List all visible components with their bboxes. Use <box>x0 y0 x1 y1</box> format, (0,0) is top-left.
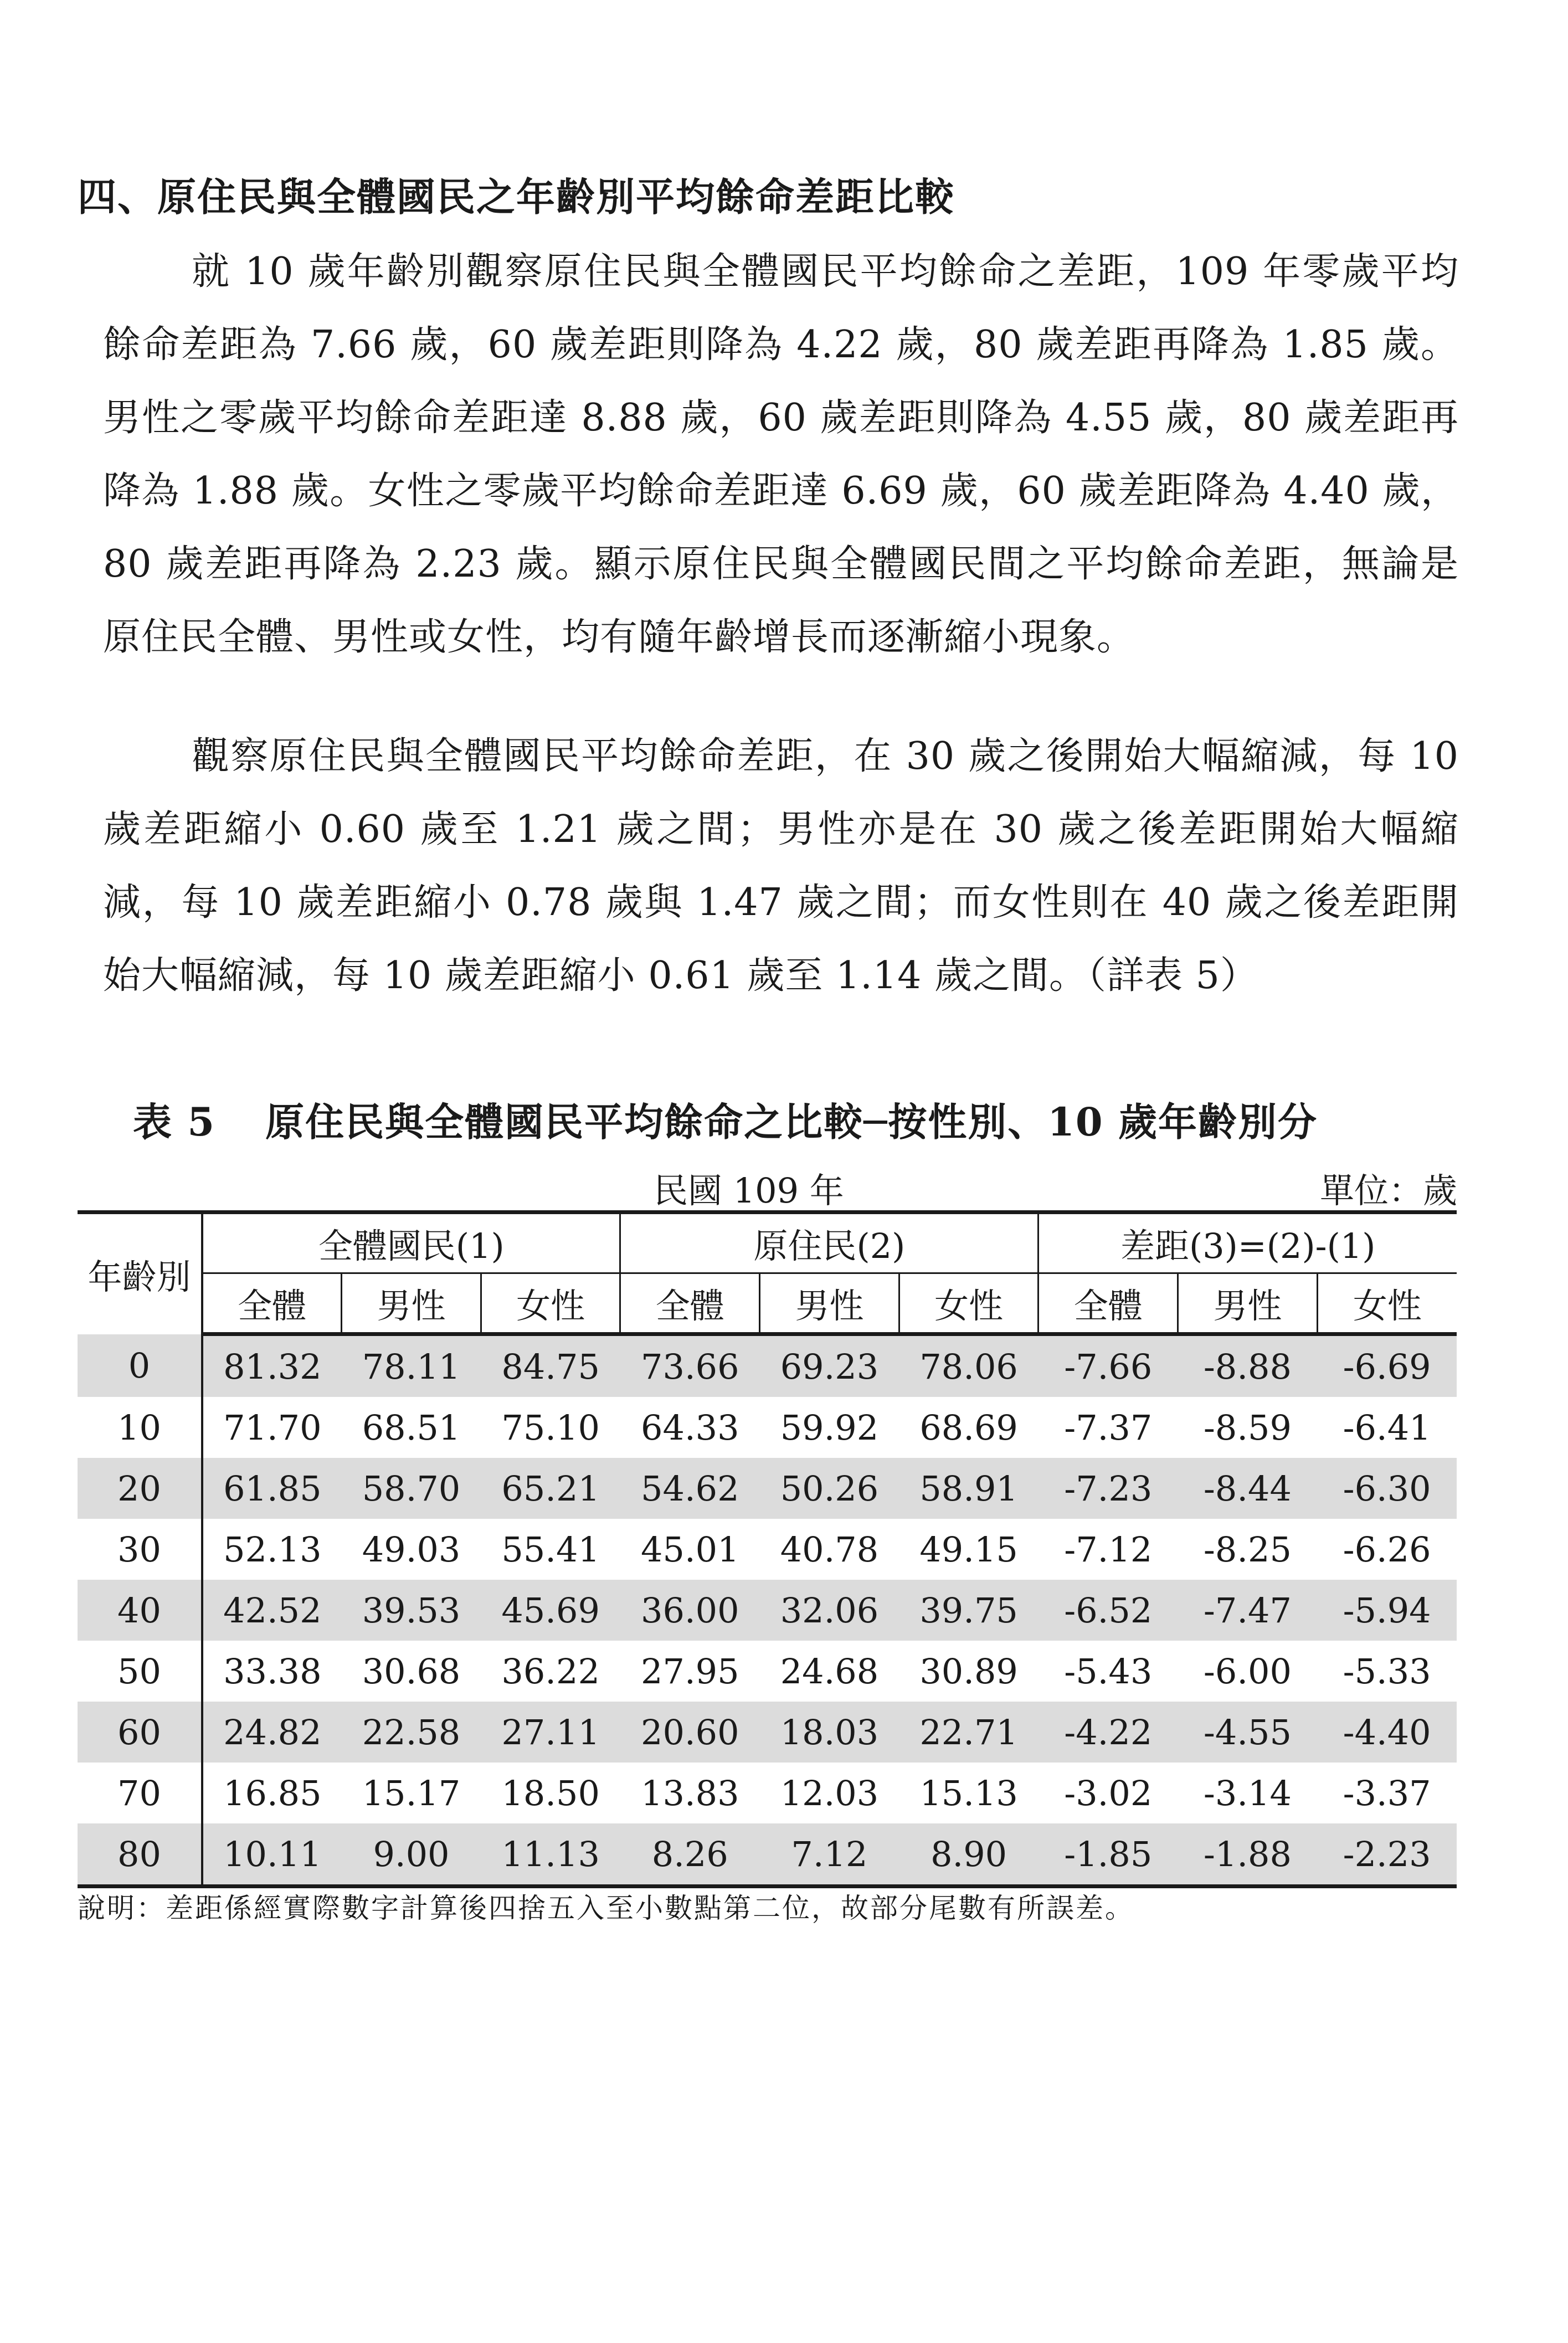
subheader-female: 女性 <box>481 1273 620 1334</box>
table-row <box>78 1458 1457 1519</box>
subheader-female: 女性 <box>899 1273 1039 1334</box>
value-cell: 45.69 <box>481 1580 620 1641</box>
age-cell: 50 <box>78 1641 202 1702</box>
age-cell: 70 <box>78 1763 202 1823</box>
age-cell: 10 <box>78 1397 202 1458</box>
value-cell: 39.53 <box>342 1580 481 1641</box>
subheader-male: 男性 <box>1178 1273 1318 1334</box>
value-cell: -7.47 <box>1178 1580 1318 1641</box>
value-cell: -8.59 <box>1203 1407 1292 1448</box>
value-cell: -6.41 <box>1343 1407 1431 1448</box>
value-cell: -3.37 <box>1343 1772 1431 1813</box>
value-cell: 52.13 <box>223 1529 322 1570</box>
value-cell: 18.50 <box>501 1772 600 1813</box>
subheader-total: 全體 <box>620 1273 760 1334</box>
value-cell: -6.52 <box>1039 1580 1178 1641</box>
value-cell: 24.82 <box>202 1702 342 1763</box>
value-cell: 50.26 <box>760 1458 899 1519</box>
table-row <box>78 1641 1457 1702</box>
subheader-total: 全體 <box>202 1273 342 1334</box>
value-cell: 9.00 <box>342 1823 481 1887</box>
value-cell: -4.22 <box>1039 1702 1178 1763</box>
section-heading: 四、原住民與全體國民之年齡別平均餘命差距比較 <box>78 174 955 220</box>
table-group-header-row <box>78 1212 1457 1273</box>
value-cell: -5.94 <box>1317 1580 1457 1641</box>
table-row <box>78 1397 1457 1458</box>
age-column-header: 年齡別 <box>78 1212 202 1334</box>
value-cell: 54.62 <box>620 1458 760 1519</box>
group-header-national: 全體國民(1) <box>202 1212 620 1273</box>
value-cell: 69.23 <box>760 1334 899 1397</box>
value-cell: 18.03 <box>760 1702 899 1763</box>
value-cell: -8.44 <box>1178 1458 1318 1519</box>
value-cell: 15.13 <box>919 1772 1018 1813</box>
value-cell: -7.37 <box>1064 1407 1153 1448</box>
value-cell: 10.11 <box>202 1823 342 1887</box>
value-cell: 81.32 <box>202 1334 342 1397</box>
subheader-female: 女性 <box>1317 1273 1457 1334</box>
value-cell: 68.69 <box>919 1407 1018 1448</box>
value-cell: 68.51 <box>362 1407 461 1448</box>
value-cell: -1.88 <box>1178 1823 1318 1887</box>
subheader-male: 男性 <box>342 1273 481 1334</box>
value-cell: 8.26 <box>620 1823 760 1887</box>
age-cell: 20 <box>78 1458 202 1519</box>
value-cell: -6.26 <box>1343 1529 1431 1570</box>
paragraph-2: 觀察原住民與全體國民平均餘命差距，在 30 歲之後開始大幅縮減，每 10 歲差距縮小 0.60 歲至 1.21 歲之間；男性亦是在 30 歲之後差距開始大幅縮減，每 10 歲差距縮小 0.78 歲與 1.47 歲之間；而女性則在 40 歲之後差距開始大幅縮減，每 10 歲差距縮小 0.61 歲至 1.14 歲之間。（詳表 5） <box>103 734 1459 998</box>
value-cell: 73.66 <box>620 1334 760 1397</box>
paragraph-1: 就 10 歲年齡別觀察原住民與全體國民平均餘命之差距，109 年零歲平均餘命差距為 7.66 歲，60 歲差距則降為 4.22 歲，80 歲差距再降為 1.85 歲。男性之零歲平均餘命差距達 8.88 歲，60 歲差距則降為 4.55 歲，80 歲差距再降為 1.88 歲。女性之零歲平均餘命差距達 6.69 歲，60 歲差距降為 4.40 歲，80 歲差距再降為 2.23 歲。顯示原住民與全體國民間之平均餘命差距，無論是原住民全體、男性或女性，均有隨年齡增長而逐漸縮小現象。 <box>103 250 1459 659</box>
table-number: 表 5 <box>133 1099 216 1145</box>
table-unit: 單位：歲 <box>1319 1170 1457 1211</box>
table-year: 民國 109 年 <box>654 1170 844 1211</box>
value-cell: 27.95 <box>641 1651 739 1692</box>
value-cell: 22.58 <box>342 1702 481 1763</box>
table-row <box>78 1519 1457 1580</box>
table-body <box>78 1334 1457 1887</box>
value-cell: 7.12 <box>760 1823 899 1887</box>
value-cell: 59.92 <box>780 1407 879 1448</box>
value-cell: -4.40 <box>1317 1702 1457 1763</box>
value-cell: -1.85 <box>1039 1823 1178 1887</box>
age-cell: 40 <box>78 1580 202 1641</box>
value-cell: -8.25 <box>1203 1529 1292 1570</box>
group-header-indigenous: 原住民(2) <box>620 1212 1039 1273</box>
value-cell: 12.03 <box>780 1772 879 1813</box>
value-cell: -8.88 <box>1178 1334 1318 1397</box>
value-cell: -6.30 <box>1317 1458 1457 1519</box>
value-cell: 13.83 <box>641 1772 739 1813</box>
value-cell: 15.17 <box>362 1772 461 1813</box>
value-cell: 24.68 <box>780 1651 879 1692</box>
value-cell: 45.01 <box>641 1529 739 1570</box>
table-row <box>78 1334 1457 1397</box>
value-cell: 49.15 <box>919 1529 1018 1570</box>
table-row <box>78 1702 1457 1763</box>
value-cell: 16.85 <box>223 1772 322 1813</box>
value-cell: -5.43 <box>1064 1651 1153 1692</box>
age-cell: 60 <box>78 1702 202 1763</box>
value-cell: -7.23 <box>1039 1458 1178 1519</box>
value-cell: 58.91 <box>899 1458 1039 1519</box>
value-cell: 64.33 <box>641 1407 739 1448</box>
value-cell: 71.70 <box>223 1407 322 1448</box>
group-header-difference: 差距(3)=(2)-(1) <box>1039 1212 1457 1273</box>
value-cell: -3.14 <box>1203 1772 1292 1813</box>
age-cell: 30 <box>78 1519 202 1580</box>
value-cell: 49.03 <box>362 1529 461 1570</box>
value-cell: -5.33 <box>1343 1651 1431 1692</box>
value-cell: -6.69 <box>1317 1334 1457 1397</box>
value-cell: 30.68 <box>362 1651 461 1692</box>
value-cell: -7.12 <box>1064 1529 1153 1570</box>
table-row <box>78 1823 1457 1887</box>
value-cell: 75.10 <box>501 1407 600 1448</box>
value-cell: -6.00 <box>1203 1651 1292 1692</box>
value-cell: 78.11 <box>342 1334 481 1397</box>
table-subheader-row <box>78 1273 1457 1334</box>
value-cell: 84.75 <box>481 1334 620 1397</box>
value-cell: 36.00 <box>620 1580 760 1641</box>
age-cell: 0 <box>78 1334 202 1397</box>
value-cell: 55.41 <box>501 1529 600 1570</box>
table-row <box>78 1580 1457 1641</box>
value-cell: 65.21 <box>481 1458 620 1519</box>
value-cell: 8.90 <box>899 1823 1039 1887</box>
value-cell: 30.89 <box>919 1651 1018 1692</box>
value-cell: 22.71 <box>899 1702 1039 1763</box>
value-cell: -2.23 <box>1317 1823 1457 1887</box>
value-cell: -4.55 <box>1178 1702 1318 1763</box>
table-note: 說明：差距係經實際數字計算後四捨五入至小數點第二位，故部分尾數有所誤差。 <box>78 1892 1134 1924</box>
value-cell: -3.02 <box>1064 1772 1153 1813</box>
value-cell: 11.13 <box>481 1823 620 1887</box>
value-cell: -7.66 <box>1039 1334 1178 1397</box>
table-row <box>78 1763 1457 1823</box>
table-title-text: 原住民與全體國民平均餘命之比較─按性別、10 歲年齡別分 <box>265 1099 1318 1145</box>
value-cell: 58.70 <box>342 1458 481 1519</box>
value-cell: 61.85 <box>202 1458 342 1519</box>
subheader-male: 男性 <box>760 1273 899 1334</box>
value-cell: 32.06 <box>760 1580 899 1641</box>
value-cell: 42.52 <box>202 1580 342 1641</box>
value-cell: 39.75 <box>899 1580 1039 1641</box>
value-cell: 20.60 <box>620 1702 760 1763</box>
value-cell: 27.11 <box>481 1702 620 1763</box>
subheader-total: 全體 <box>1039 1273 1178 1334</box>
value-cell: 36.22 <box>501 1651 600 1692</box>
value-cell: 33.38 <box>223 1651 322 1692</box>
value-cell: 40.78 <box>780 1529 879 1570</box>
life-expectancy-table <box>78 1210 1457 1888</box>
value-cell: 78.06 <box>899 1334 1039 1397</box>
table-title <box>133 1091 1318 1147</box>
age-cell: 80 <box>78 1823 202 1887</box>
